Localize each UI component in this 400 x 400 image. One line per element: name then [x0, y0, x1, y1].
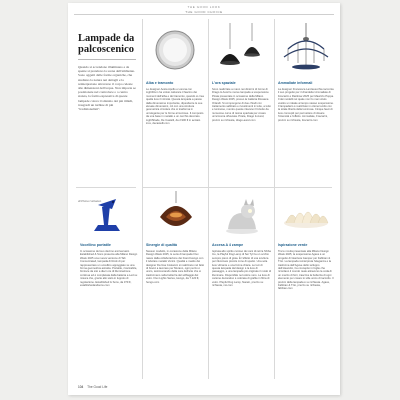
product-title: Accesa A 4 zampe — [212, 243, 244, 247]
product-description: Sono realizzate a mano nei dintorni di Como di Drago & Aurel le nuove lampade a sospensione Pirata presentate in occasione della Milano Design Week 2025, presso la Galleria Rossana Orlandi. Si compongono di due chiodi con trattamento sabbiato e rivestimenti in tutte, a tutto e luminose, mentre queste rilevano il fortetto da numerose curve di resina spaziata per creare un'armonia offuscata. Pirata, Drago & Aurel, prezzo su richiesta, drago-aurel.com — [212, 88, 271, 122]
product-description: Le designer Aosta Apollo e Lorena con LightDrum ha voluto catturare il fascino dei momenti dell'alba e del tramonto, quando si crea quella luce il intimità. Questa lampada a parete dalla dimensione importante, dipendente le sue elevate dimensioni, ciò con una struttura geometrica circolare che si trasforma in un'elegante per le forme armoniose. Il composto da una base in metallo e un cerchio decorato. LightShade, De Castelli, da 2.900 € in acciaio inox, decastelli.com — [146, 88, 204, 126]
row-divider — [76, 187, 136, 188]
product-description: Nessun modello, in occasione della Milano Design Week 2025, le serie di lampade Flux nasce dalla collaborazione dei brand Hengo con il tubolare metallo Venini. Qualità e madre dei designer Da Usa Costanzo si realizzano nel fatto di bracci a lavorare per Murano, ogni pezzo è unico, testimoniando della cura dell'arte che si trasformano nella bellezza del soffiaggio del vetro. Flux Lights Series, Hengo, da 7.120 €, hengo.com — [146, 250, 205, 284]
magazine-page — [68, 3, 340, 395]
ammaliate-photo — [278, 23, 334, 77]
product-title: Ispirazione verde — [278, 243, 308, 247]
top-rule — [74, 14, 334, 15]
row-divider — [142, 187, 332, 188]
subsection-label: THE GOOD CHOICE — [185, 10, 223, 14]
intro-title: Lampade da palcoscenico — [78, 33, 135, 55]
product-title: Vocellino portatile — [80, 243, 111, 247]
intro-author: di Elena Cattaneo — [78, 199, 102, 203]
lightshade-photo — [146, 25, 204, 75]
product-title: L'ora spaziale — [212, 81, 236, 85]
column-divider — [142, 19, 143, 379]
vocellino-photo — [80, 191, 138, 239]
intro-body: Quando si accendono illuminano e da spente si prendono la scena dell'ambiente. Sono oggetti dalle forme organiche, che studiano la natura nei dettagli e la reinterpretano attraverso il corpo celeste alle dimensioni dell'acqua. Non importa se posizionate nel controluce o a centro stanza, la forma espressiva di queste lampade colora il silenzio dei più timidi, trasgredi un turbine di più "tradizionalisti". — [78, 65, 136, 112]
product-description: Ispirata allo spirito curioso dei cani di razza Shiba Inu, la Playful Dog Lamp di Sei Tyi ha un occhio sempre pieno di gioia. È l'effetto di una scultura per illuminare piccole zone di spazio. Una sola luce vibrante e una forma chiara. Le luci di questa lampada dal design è la luce di passaggio, e una lampada più originale il modo di illuminare. Disponibile nel colore nero. La luce di cartone decorativo è colorata di grafite in fibra di vetro. Playful Dog Lamp, Narain, prezzo su richiesta, nsi.com — [212, 250, 272, 288]
flux-photo — [146, 191, 204, 239]
playful-dog-photo — [212, 191, 270, 239]
product-title: Alba e tramonto — [146, 81, 174, 85]
page-number: 104 — [78, 385, 84, 389]
column-divider — [274, 19, 275, 379]
running-head — [68, 5, 340, 14]
pirata-photo — [212, 23, 270, 77]
column-divider — [208, 19, 209, 379]
section-label: THE GOOD LOOK — [187, 5, 221, 9]
product-title: Sinergie di qualità — [146, 243, 177, 247]
product-description: Tra le novità presentate alla Milano Design Week 2025, la sospensione Agave è un progetto di Gianluca Gamper per Fabbian & Tzio. La lampada reinterpreta l'eleganza e la trasforma dell'Agave dello sviluppo dell'oleandro, ha concepito in foglie che ricordano il mondo reale attraverso la coda di un mazzo di fiori, trascrive la bellezza di ogni elemento per creare lo stile unico di raccolto. Il prezzo della lampada è su richiesta. Agave, Fabbian & Tzio, prezzo su richiesta, fabbian.com — [278, 250, 334, 291]
product-description: In occasione del suo decimo anniversario Established & Sons presenta alla Milano Design Week 2025 una nuova versione di Tab Concentrated, lampada di Rock di per rappresentare un uccellino appoggiato su una forma geometrica astratta. Portatile, ricaricabile, fornisce da sito a dieci ore di illuminazione continua ed è completata dalla batteria a Led su misura che, grazie allo stelo in luppolo di regolazione. Established & Sons, da 379 €, establishedandsons.com — [80, 250, 138, 288]
product-title: Ammaliate informali — [278, 81, 313, 85]
page-folio — [78, 385, 107, 389]
intro-rule — [78, 59, 136, 60]
agave-photo — [278, 191, 334, 239]
magazine-name: The Good Life — [87, 385, 108, 389]
product-description: La designer Francesca Lanzavecchia racconta il suo progetto per il chandelier Ammaliate di Foscarini e Rainbow 2025 per Maurizio Poppa. Il dei modelli nel quale non ho mai voluto vestire un ideale al tempo stesso sospensione. Il lampadario è realizzato in ottone lucido con la totale libertà della luminosa. Cinque fasci di luce concepiti per permettere di dosare l'intensità e l'effetto. Ammaliate, Foscarini, prezzo su richiesta, foscarini.com — [278, 88, 334, 122]
